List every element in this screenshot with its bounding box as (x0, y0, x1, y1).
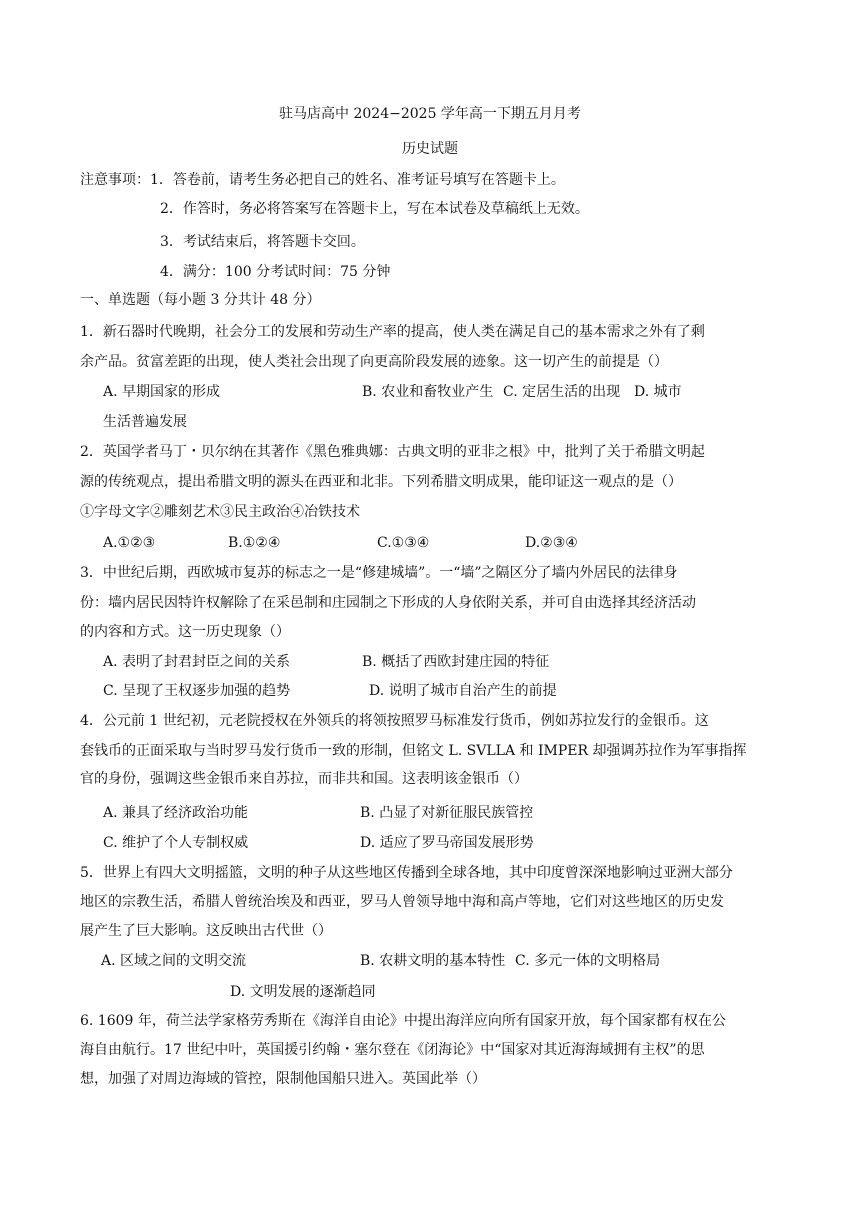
option-c: C.①③④ (377, 535, 430, 551)
option-c: C. 呈现了王权逐步加强的趋势 (103, 683, 291, 699)
note-item: 1．答卷前，请考生务必把自己的姓名、准考证号填写在答题卡上。 (150, 172, 565, 188)
note-item: 4．满分：100 分考试时间：75 分钟 (160, 264, 391, 280)
option-d: D. 说明了城市自治产生的前提 (369, 683, 557, 699)
option-d: D. 城市 (634, 384, 682, 400)
question-stem-line: ①字母文字②雕刻艺术③民主政治④冶铁技术 (80, 504, 360, 520)
question-stem-line: 份：墙内居民因特许权解除了在采邑制和庄园制之下形成的人身依附关系，并可自由选择其经济活动 (80, 595, 696, 611)
question-stem-line: 的内容和方式。这一历史现象（） (80, 624, 290, 640)
option-b: B. 凸显了对新征服民族管控 (360, 805, 534, 821)
question-stem-line: 3．中世纪后期，西欧城市复苏的标志之一是“修建城墙”。一“墙”之隔区分了墙内外居民的法律身 (80, 565, 678, 581)
notes-label: 注意事项： (80, 172, 150, 188)
question-stem-line: 展产生了巨大影响。这反映出古代世（） (80, 923, 332, 939)
question-stem-line: 5．世界上有四大文明摇篮，文明的种子从这些地区传播到全球各地，其中印度曾深深地影响过亚洲大部分 (80, 865, 733, 881)
option-d: D.②③④ (525, 535, 578, 551)
option-d: D. 适应了罗马帝国发展形势 (360, 835, 534, 851)
question-stem-line: 官的身份，强调这些金银币来自苏拉，而非共和国。这表明该金银币（） (80, 771, 528, 787)
option-b: B. 农业和畜牧业产生 (362, 384, 494, 400)
option-d-continued: 生活普遍发展 (103, 414, 187, 430)
question-stem-line: 1．新石器时代晚期，社会分工的发展和劳动生产率的提高，使人类在满足自己的基本需求之外有了剩 (80, 324, 705, 340)
option-a: A. 早期国家的形成 (103, 384, 221, 400)
exam-title: 驻马店高中 2024−2025 学年高一下期五月月考 (279, 106, 581, 122)
question-stem-line: 余产品。贫富差距的出现，使人类社会出现了向更高阶段发展的迹象。这一切产生的前提是（） (80, 354, 668, 370)
option-b: B. 概括了西欧封建庄园的特征 (362, 654, 550, 670)
question-stem-line: 想，加强了对周边海域的管控，限制他国船只进入。英国此举（） (80, 1071, 486, 1087)
option-b: B.①②④ (228, 535, 281, 551)
question-stem-line: 4．公元前 1 世纪初，元老院授权在外领兵的将领按照罗马标准发行货币，例如苏拉发行的金银币。这 (80, 713, 709, 729)
question-stem-line: 源的传统观点，提出希腊文明的源头在西亚和北非。下列希腊文明成果，能印证这一观点的是（） (80, 474, 682, 490)
note-item: 3．考试结束后，将答题卡交回。 (160, 234, 365, 250)
option-a: A.①②③ (103, 535, 156, 551)
option-c: C. 定居生活的出现 (503, 384, 621, 400)
subject-title: 历史试题 (402, 141, 458, 157)
question-stem-line: 6. 1609 年，荷兰法学家格劳秀斯在《海洋自由论》中提出海洋应向所有国家开放，每个国家都有权在公 (80, 1013, 726, 1029)
question-stem-line: 海自由航行。17 世纪中叶，英国援引约翰・塞尔登在《闭海论》中“国家对其近海海域拥有主权”的思 (80, 1042, 705, 1058)
option-a: A. 区域之间的文明交流 (101, 953, 247, 969)
question-stem-line: 套钱币的正面采取与当时罗马发行货币一致的形制，但铭文 L. SVLLA 和 IMPER 却强调苏拉作为军事指挥 (80, 743, 747, 759)
option-a: A. 兼具了经济政治功能 (103, 805, 249, 821)
option-c: C. 多元一体的文明格局 (515, 953, 661, 969)
question-stem-line: 地区的宗教生活，希腊人曾统治埃及和西亚，罗马人曾领导地中海和高卢等地，它们对这些地区的历史发 (80, 894, 724, 910)
option-b: B. 农耕文明的基本特性 (360, 953, 506, 969)
option-c: C. 维护了个人专制权威 (103, 835, 249, 851)
section-heading: 一、单选题（每小题 3 分共计 48 分） (80, 292, 321, 308)
question-stem-line: 2．英国学者马丁・贝尔纳在其著作《黑色雅典娜：古典文明的亚非之根》中，批判了关于希腊文明起 (80, 444, 705, 460)
option-a: A. 表明了封君封臣之间的关系 (103, 654, 291, 670)
note-item: 2．作答时，务必将答案写在答题卡上，写在本试卷及草稿纸上无效。 (160, 201, 589, 217)
option-d: D. 文明发展的逐渐趋同 (230, 984, 376, 1000)
